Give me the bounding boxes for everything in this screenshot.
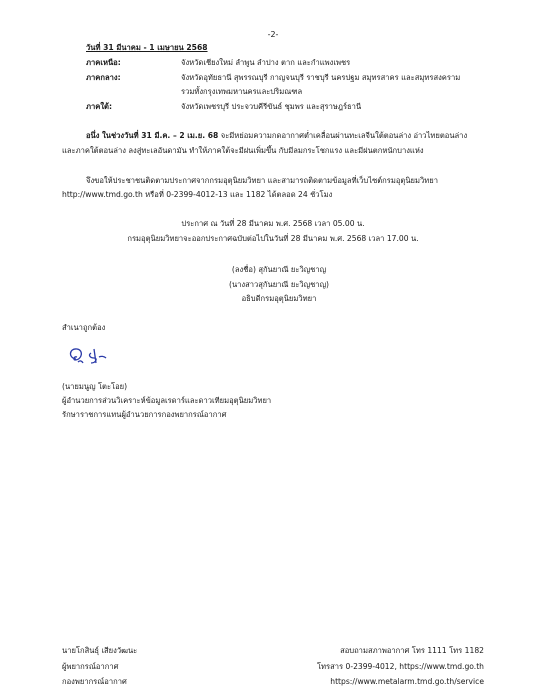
signature-image — [66, 345, 110, 367]
note-bold: อนึ่ง ในช่วงวันที่ 31 มี.ค. – 2 เม.ย. 68 — [86, 131, 219, 140]
certifier-line-2: ผู้อำนวยการส่วนวิเคราะห์ข้อมูลเรดาร์และดาวเทียมอุตุนิยมวิทยา — [62, 396, 272, 405]
date-heading: วันที่ 31 มีนาคม - 1 เมษายน 2568 — [86, 43, 208, 52]
footer-left-line-2: ผู้พยากรณ์อากาศ — [62, 662, 119, 671]
announce-line-1: ประกาศ ณ วันที่ 28 มีนาคม พ.ศ. 2568 เวลา 05.00 น. — [181, 219, 365, 228]
note-line-2: และภาคใต้ตอนล่าง ลงสู่ทะเลอันดามัน ทำให้ภาคใต้จะมีฝนเพิ่มขึ้น กับมีลมกระโชกแรง และมีฝนตกหนักบางแห่ง — [62, 146, 424, 155]
signatory-line-3: อธิบดีกรมอุตุนิยมวิทยา — [241, 294, 317, 303]
region-label-north: ภาคเหนือ: — [86, 58, 121, 67]
footer-right-line-2[interactable]: โทรสาร 0-2399-4012, https://www.tmd.go.th — [316, 662, 484, 671]
page-number: -2- — [267, 30, 279, 39]
region-label-south: ภาคใต้: — [86, 102, 113, 111]
note-rest: จะมีหย่อมความกดอากาศต่ำเคลื่อนผ่านทะเลจีนใต้ตอนล่าง อ่าวไทยตอนล่าง — [218, 131, 468, 140]
footer-right-line-3[interactable]: https://www.metalarm.tmd.go.th/service — [330, 677, 484, 686]
note-line-1 — [86, 130, 467, 141]
region-label-central: ภาคกลาง: — [86, 73, 121, 82]
region-text-north: จังหวัดเชียงใหม่ ลำพูน ลำปาง ตาก และกำแพงเพชร — [181, 58, 351, 67]
announce-line-2: กรมอุตุนิยมวิทยาจะออกประกาศฉบับต่อไปในวันที่ 28 มีนาคม พ.ศ. 2568 เวลา 17.00 น. — [127, 234, 419, 243]
advice-line-2: http://www.tmd.go.th หรือที่ 0-2399-4012-13 และ 1182 ได้ตลอด 24 ชั่วโมง — [62, 190, 333, 199]
region-text-central-2: รวมทั้งกรุงเทพมหานครและปริมณฑล — [181, 87, 303, 96]
footer-left-line-3: กองพยากรณ์อากาศ — [62, 677, 127, 686]
advice-line-1: จึงขอให้ประชาชนติดตามประกาศจากกรมอุตุนิยมวิทยา และสามารถติดตามข้อมูลที่เว็บไซต์กรมอุตุนิยมวิทยา — [86, 176, 438, 185]
footer-right-line-1: สอบถามสภาพอากาศ โทร 1111 โทร 1182 — [340, 646, 484, 655]
signatory-line-1: (ลงชื่อ) สุกันยาณี ยะวิญชาญ — [231, 265, 327, 274]
certified-copy-label: สำเนาถูกต้อง — [62, 323, 106, 332]
footer-left-line-1: นายโกสินธุ์ เสียงวัฒนะ — [62, 646, 138, 655]
region-text-south: จังหวัดเพชรบุรี ประจวบคีรีขันธ์ ชุมพร และสุราษฎร์ธานี — [181, 102, 362, 111]
certifier-line-3: รักษาราชการแทนผู้อำนวยการกองพยากรณ์อากาศ — [62, 410, 227, 419]
region-text-central-1: จังหวัดอุทัยธานี สุพรรณบุรี กาญจนบุรี ราชบุรี นครปฐม สมุทรสาคร และสมุทรสงคราม — [181, 73, 461, 82]
certifier-line-1: (นายมนูญ โตะโอย) — [62, 382, 128, 391]
signatory-line-2: (นางสาวสุกันยาณี ยะวิญชาญ) — [229, 280, 329, 289]
